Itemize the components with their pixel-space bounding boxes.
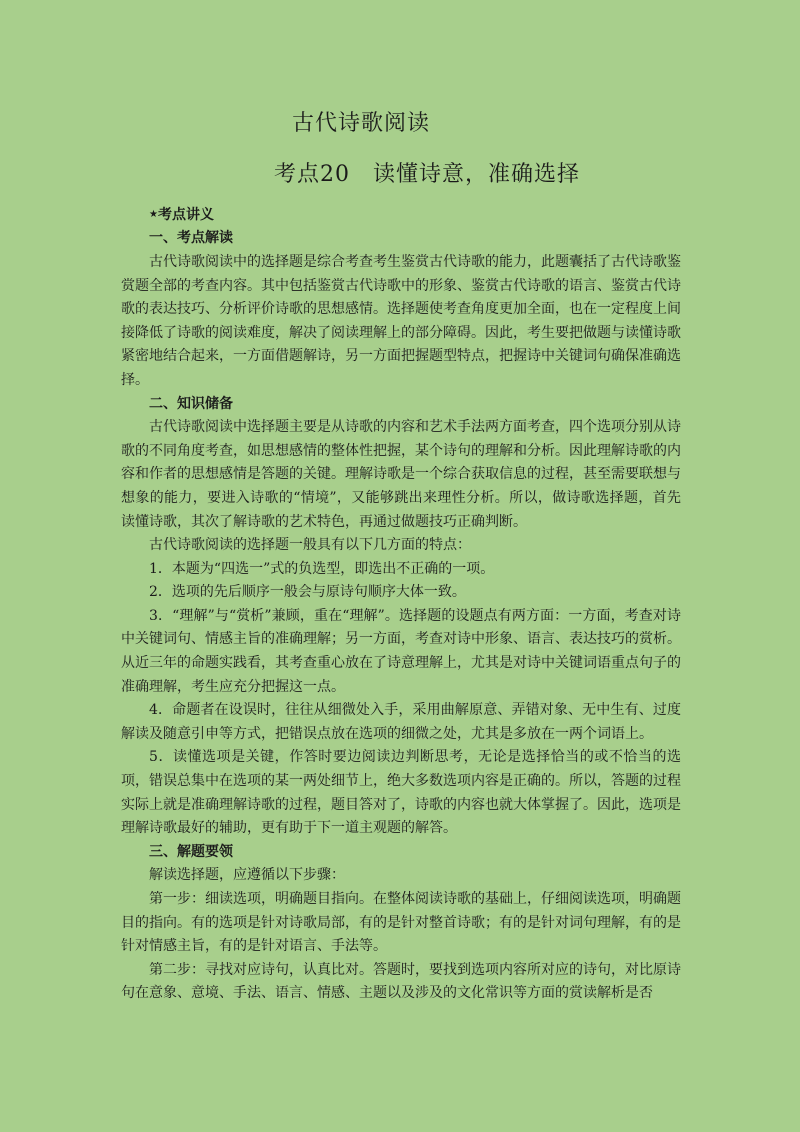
lecture-heading-label: 考点讲义 [157,206,214,223]
page-title: 古代诗歌阅读 [292,111,431,136]
section-3-intro: 解读选择题，应遵循以下步骤： [149,867,345,884]
star-icon: ★ [149,209,158,220]
section-title-2: 二、知识储备 [149,395,233,412]
section-title-3: 三、解题要领 [149,843,233,860]
section-1-paragraph: 古代诗歌阅读中的选择题是综合考查考生鉴赏古代诗歌的能力，此题囊括了古代诗歌鉴赏题全部的考查内容。其中包括鉴赏古代诗歌中的形象、鉴赏古代诗歌的语言、鉴赏古代诗歌的表达技巧、分析评价诗歌的思想感情。选择题使考查角度更加全面，也在一定程度上间接降低了诗歌的阅读难度，解决了阅读理解上的部分障碍。因此，考生要把做题与读懂诗歌紧密地结合起来，一方面借题解诗，另一方面把握题型特点，把握诗中关键词句确保准确选择。 [121,253,681,388]
section-3-step-2: 第二步：寻找对应诗句，认真比对。答题时，要找到选项内容所对应的诗句，对比原诗句在意象、意境、手法、语言、情感、主题以及涉及的文化常识等方面的赏读解析是否 [121,961,681,1002]
section-2-paragraph-2: 古代诗歌阅读的选择题一般具有以下几方面的特点： [149,537,471,554]
lecture-heading [121,203,681,227]
section-2-paragraph-1: 古代诗歌阅读中选择题主要是从诗歌的内容和艺术手法两方面考查，四个选项分别从诗歌的不同角度考查，如思想感情的整体性把握，某个诗句的理解和分析。因此理解诗歌的内容和作者的思想感情是答题的关键。理解诗歌是一个综合获取信息的过程，甚至需要联想与想象的能力，要进入诗歌的“情境”，又能够跳出来理性分析。所以，做诗歌选择题，首先读懂诗歌，其次了解诗歌的艺术特色，再通过做题技巧正确判断。 [121,419,681,530]
sub-title: 考点20 读懂诗意，准确选择 [274,162,580,187]
document-body [121,203,681,1006]
section-title-1: 一、考点解读 [149,230,233,247]
list-item: 3．“理解”与“赏析”兼顾，重在“理解”。选择题的设题点有两方面：一方面，考查对诗中关键词句、情感主旨的准确理解；另一方面，考查对诗中形象、语言、表达技巧的赏析。从近三年的命题实践看，其考查重心放在了诗意理解上，尤其是对诗中关键词语重点句子的准确理解，考生应充分把握这一点。 [121,607,681,695]
list-item: 5．读懂选项是关键，作答时要边阅读边判断思考，无论是选择恰当的或不恰当的选项，错误总集中在选项的某一两处细节上，绝大多数选项内容是正确的。所以，答题的过程实际上就是准确理解诗歌的过程，题目答对了，诗歌的内容也就大体掌握了。因此，选项是理解诗歌最好的辅助，更有助于下一道主观题的解答。 [121,749,681,837]
list-item: 4．命题者在设误时，往往从细微处入手，采用曲解原意、弄错对象、无中生有、过度解读及随意引申等方式，把错误点放在选项的细微之处，尤其是多放在一两个词语上。 [121,702,681,742]
section-3-step-1: 第一步：细读选项，明确题目指向。在整体阅读诗歌的基础上，仔细阅读选项，明确题目的指向。有的选项是针对诗歌局部，有的是针对整首诗歌；有的是针对词句理解，有的是针对情感主旨，有的是针对语言、手法等。 [121,891,681,955]
list-item: 1．本题为“四选一”式的负选型，即选出不正确的一项。 [149,560,495,577]
list-item: 2．选项的先后顺序一般会与原诗句顺序大体一致。 [149,584,466,601]
